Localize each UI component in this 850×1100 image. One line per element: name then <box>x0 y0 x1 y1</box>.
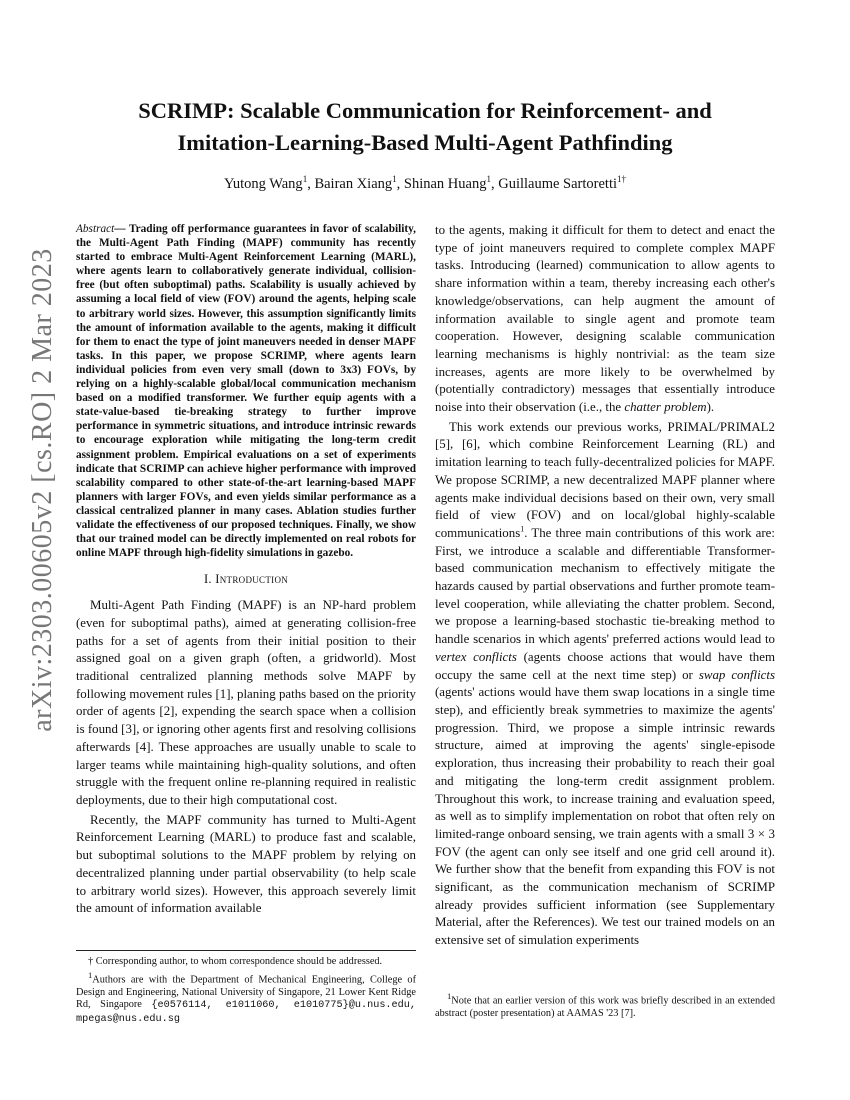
abstract-text: Trading off performance guarantees in favor of scalability, the Multi-Agent Path Finding (MAPF) community has recently started to embrace Multi-Agent Reinforcement Learning (MARL), where agents learn to collaboratively generate individual, collision-free (but often suboptimal) paths. Scalability is usually achieved by assuming a local field of view (FOV) around the agents, helping scale to arbitrary world sizes. However, this assumption significantly limits the amount of information available to the agents, making it difficult for them to enact the type of joint maneuvers needed in denser MAPF tasks. In this paper, we propose SCRIMP, where agents learn individual policies from even very small (down to 3x3) FOVs, by relying on a highly-scalable global/local communication mechanism based on a modified transformer. We further equip agents with a state-value-based tie-breaking strategy to further improve performance in symmetric situations, and introduce intrinsic rewards to encourage exploration while mitigating the long-term credit assignment problem. Empirical evaluations on a set of experiments indicate that SCRIMP can achieve higher performance with improved scalability compared to other state-of-the-art learning-based MAPF planners with larger FOVs, and even yields similar performance as a classical centralized planner in many cases. Ablation studies further validate the effectiveness of our proposed techniques. Finally, we show that our trained model can be directly implemented on real robots for online MAPF through high-fidelity simulations in gazebo. <box>76 223 417 560</box>
intro-paragraph-1: Multi-Agent Path Finding (MAPF) is an NP-hard problem (even for suboptimal paths), aimed at generating collision-free paths for a set of agents from their initial position to their assigned goal on a given graph (often, a gridworld). Most traditional centralized planning methods solve MAPF by following movement rules [1], planing paths based on the priority order of agents [2], expending the search space when a collision is found [3], or ignoring other agents first and resolving collisions afterwards [4]. These approaches are usually unable to scale to larger teams while maintaining high-quality solutions, and often struggle with the frequent online re-planning required in realistic deployments, due to their high computational cost. <box>76 598 416 807</box>
term-swap-conflicts: swap conflicts <box>698 667 775 682</box>
arxiv-identifier-text: arXiv:2303.00605v2 [cs.RO] 2 Mar 2023 <box>27 248 58 732</box>
term-vertex-conflicts: vertex conflicts <box>435 649 517 664</box>
intro-paragraph-4: This work extends our previous works, PRIMAL/PRIMAL2 [5], [6], which combine Reinforcement Learning (RL) and imitation learning to teach fully-decentralized policies for MAPF. We propose SCRIMP, a new decentralized MAPF planner where agents make individual decisions based on their own, very small field of view (FOV) and on local/global highly-scalable communications$^1$. The three main contributions of this work are: First, we introduce a scalable and differentiable Transformer-based communication mechanism to effectively mitigate the hazards caused by partial observations and further promote team-level cooperation, while alleviating the chatter problem. Second, we propose a learning-based stochastic tie-breaking method to handle scenarios in which agents' preferred actions would lead to vertex conflicts (agents choose actions that would have them occupy the same cell at the next time step) or swap conflicts (agents' actions would have them swap locations in a single time step), and efficiently break symmetries to maximize the agents' progression. Third, we propose a simple intrinsic rewards structure, aimed at improving the agents' single-episode exploration, thus increasing their probability to reach their goal and mitigating the long-term credit assignment problem. Throughout this work, to increase training and evaluation speed, as well as to simplify implementation on robot that often rely on limited-range onboard sensing, we train agents with a small 3 × 3 FOV (the agent can only see itself and one grid cell around it). We further show that the benefit from expanding this FOV is not significant, as the communication mechanism of SCRIMP already provides sufficient information (see Supplementary Material, after the References). We test our trained models on an extensive set of simulation experiments <box>435 419 775 948</box>
footnote-corresponding-author: † Corresponding author, to whom correspondence should be addressed. <box>88 956 383 967</box>
term-chatter-problem: chatter problem <box>624 400 707 415</box>
section-title: Introduction <box>215 572 289 587</box>
intro-paragraph-2: Recently, the MAPF community has turned to Multi-Agent Reinforcement Learning (MARL) to produce fast and scalable, but suboptimal solutions to the MAPF problem by relying on decentralized planning under partial observability (to help scale to arbitrary world sizes). However, this approach severely limit the amount of information available <box>76 812 416 916</box>
paper-title <box>100 95 750 159</box>
author-list <box>100 174 750 193</box>
footnote-emails: {e0576114, e1011060, e1010775}@u.nus.edu, mpegas@nus.edu.sg <box>76 1000 416 1025</box>
author: Guillaume Sartoretti$^{1\dagger}$ <box>498 174 627 192</box>
author: Shinan Huang$^1$, <box>403 174 499 192</box>
arxiv-identifier-stamp <box>18 248 68 732</box>
section-heading-introduction: I. Introduction <box>203 572 289 587</box>
left-column <box>76 222 416 918</box>
right-column <box>435 222 775 950</box>
author: Yutong Wang$^1$, <box>223 174 315 192</box>
author: Bairan Xiang$^1$, <box>314 174 404 192</box>
paper-title-line-1: SCRIMP: Scalable Communication for Reinforcement- and <box>138 98 712 123</box>
intro-paragraph-3: to the agents, making it difficult for them to detect and enact the type of joint maneuvers required to complete complex MAPF tasks. Introducing (learned) communication to allow agents to share information within a team, thereby increasing each other's knowledge/observations, can help augment the amount of information available to single agent and promote team cooperation. However, designing scalable communication learning mechanisms is highly nontrivial: as the team size increases, agents are more likely to be overwhelmed by (potentially contradictory) messages that essentially introduce noise into their observation (i.e., the chatter problem). <box>435 223 775 415</box>
footnote-marker: 1 <box>520 524 525 534</box>
paper-title-line-2: Imitation-Learning-Based Multi-Agent Pathfinding <box>177 130 673 155</box>
footnote-affiliation: $^1$Authors are with the Department of Mechanical Engineering, College of Design and Engineering, National University of Singapore, 21 Lower Kent Ridge Rd, Singapore {e0576114, e1011060, e1010775}@u.nus.edu, mpegas@nus.edu.sg <box>76 969 416 1025</box>
footnote-earlier-version: $^1$Note that an earlier version of this work was briefly described in an extended abstract (poster presentation) at AAMAS '23 [7]. <box>435 991 775 1020</box>
abstract-label: Abstract <box>76 223 115 235</box>
footnotes-left <box>76 950 416 1026</box>
footnotes-right <box>435 990 775 1021</box>
abstract: Abstract— Trading off performance guarantees in favor of scalability, the Multi-Agent Path Finding (MAPF) community has recently started to embrace Multi-Agent Reinforcement Learning (MARL), where agents learn to collaboratively generate individual, collision-free (but often suboptimal) paths. Scalability is usually achieved by assuming a local field of view (FOV) around the agents, helping scale to arbitrary world sizes. However, this assumption significantly limits the amount of information available to the agents, making it difficult for them to enact the type of joint maneuvers needed in denser MAPF tasks. In this paper, we propose SCRIMP, where agents learn individual policies from even very small (down to 3x3) FOVs, by relying on a highly-scalable global/local communication mechanism based on a modified transformer. We further equip agents with a state-value-based tie-breaking strategy to further improve performance in symmetric situations, and introduce intrinsic rewards to encourage exploration while mitigating the long-term credit assignment problem. Empirical evaluations on a set of experiments indicate that SCRIMP can achieve higher performance with improved scalability compared to other state-of-the-art learning-based MAPF planners with larger FOVs, and even yields similar performance as a classical centralized planner in many cases. Ablation studies further validate the effectiveness of our proposed techniques. Finally, we show that our trained model can be directly implemented on real robots for online MAPF through high-fidelity simulations in gazebo. <box>76 223 417 560</box>
